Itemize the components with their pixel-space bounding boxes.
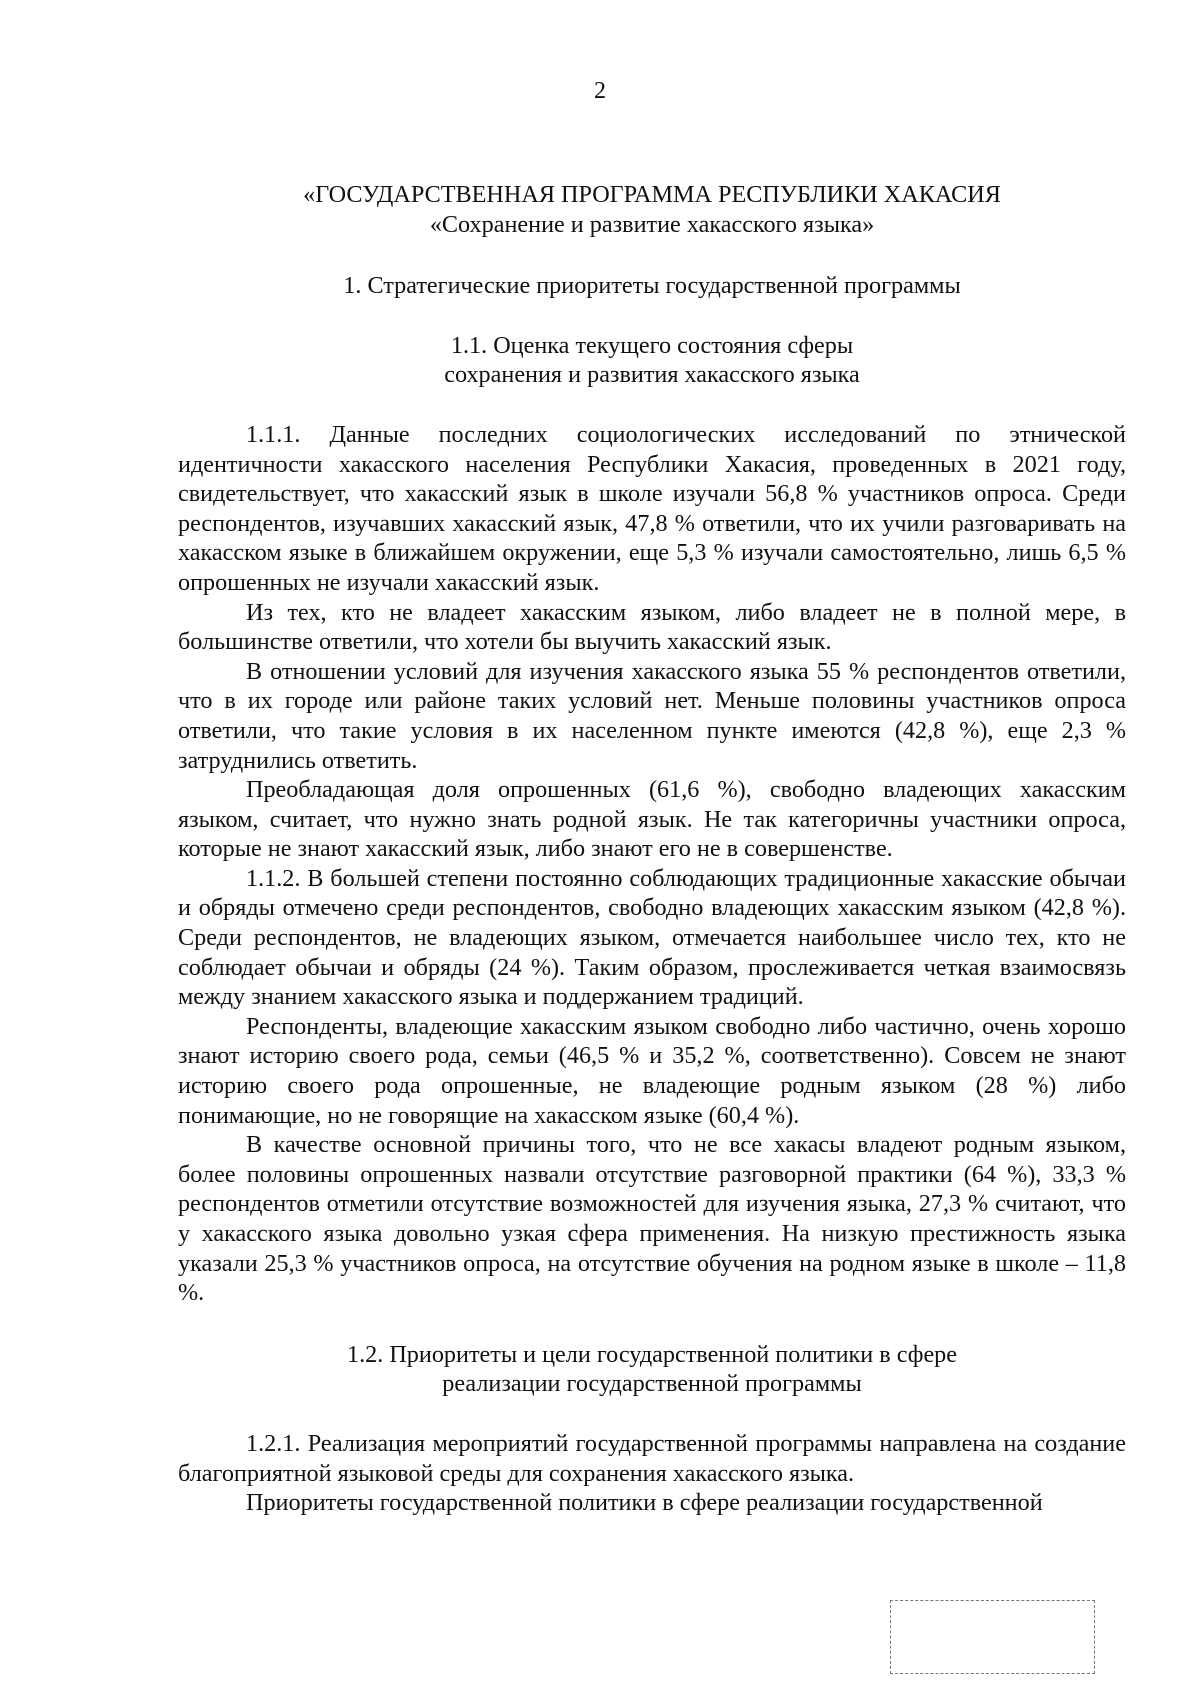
page-number: 2 <box>594 78 606 104</box>
paragraph: В качестве основной причины того, что не все хакасы владеют родным языком, более половины опрошенных назвали отсутствие разговорной практики (64 %), 33,3 % респондентов отметили отсутствие возможностей для изучения языка, 27,3 % считают, что у хакасского языка довольно узкая сфера применения. На низкую престижность языка указали 25,3 % участников опроса, на отсутствие обучения на родном языке в школе – 11,8 %. <box>178 1131 1126 1307</box>
document-subtitle: «Сохранение и развитие хакасского языка» <box>429 210 875 238</box>
section-heading-1: 1. Стратегические приоритеты государственной программы <box>343 272 961 300</box>
subsection-heading-1-1-line1: 1.1. Оценка текущего состояния сферы <box>450 331 854 359</box>
document-body <box>178 180 1126 1518</box>
subsection-heading-1-2-line1: 1.2. Приоритеты и цели государственной политики в сфере <box>346 1340 958 1368</box>
subsection-heading-1-1-line2: сохранения и развития хакасского языка <box>444 361 860 389</box>
paragraph-1-1-2: 1.1.2. В большей степени постоянно соблюдающих традиционные хакасские обычаи и обряды отмечено среди респондентов, свободно владеющих хакасским языком (42,8 %). Среди респондентов, не владеющих языком, отмечается наибольшее число тех, кто не соблюдает обычаи и обряды (24 %). Таким образом, прослеживается четкая взаимосвязь между знанием хакасского языка и поддержанием традиций. <box>178 864 1126 1011</box>
paragraph: Преобладающая доля опрошенных (61,6 %), свободно владеющих хакасским языком, считает, что нужно знать родной язык. Не так категоричны участники опроса, которые не знают хакасский язык, либо знают его не в совершенстве. <box>178 776 1126 863</box>
paragraph: Респонденты, владеющие хакасским языком свободно либо частично, очень хорошо знают историю своего рода, семьи (46,5 % и 35,2 %, соответственно). Совсем не знают историю своего рода опрошенные, не владеющие родным языком (28 %) либо понимающие, но не говорящие на хакасском языке (60,4 %). <box>178 1012 1126 1129</box>
paragraph: В отношении условий для изучения хакасского языка 55 % респондентов ответили, что в их городе или районе таких условий нет. Меньше половины участников опроса ответили, что такие условия в их населенном пункте имеются (42,8 %), еще 2,3 % затруднились ответить. <box>178 657 1126 774</box>
subsection-heading-1-2-line2: реализации государственной программы <box>442 1370 862 1398</box>
document-title: «ГОСУДАРСТВЕННАЯ ПРОГРАММА РЕСПУБЛИКИ ХАКАСИЯ <box>303 181 1001 208</box>
paragraph: Приоритеты государственной политики в сфере реализации государственной <box>246 1489 1043 1517</box>
paragraph-1-1-1: 1.1.1. Данные последних социологических исследований по этнической идентичности хакасского населения Республики Хакасия, проведенных в 2021 году, свидетельствует, что хакасский язык в школе изучали 56,8 % участников опроса. Среди респондентов, изучавших хакасский язык, 47,8 % ответили, что их учили разговаривать на хакасском языке в ближайшем окружении, еще 5,3 % изучали самостоятельно, лишь 6,5 % опрошенных не изучали хакасский язык. <box>178 420 1126 596</box>
registration-stamp <box>890 1600 1095 1674</box>
spacer <box>178 1308 1126 1340</box>
paragraph-1-2-1: 1.2.1. Реализация мероприятий государственной программы направлена на создание благоприятной языковой среды для сохранения хакасского языка. <box>178 1429 1126 1487</box>
paragraph: Из тех, кто не владеет хакасским языком, либо владеет не в полной мере, в большинстве ответили, что хотели бы выучить хакасский язык. <box>178 598 1126 656</box>
